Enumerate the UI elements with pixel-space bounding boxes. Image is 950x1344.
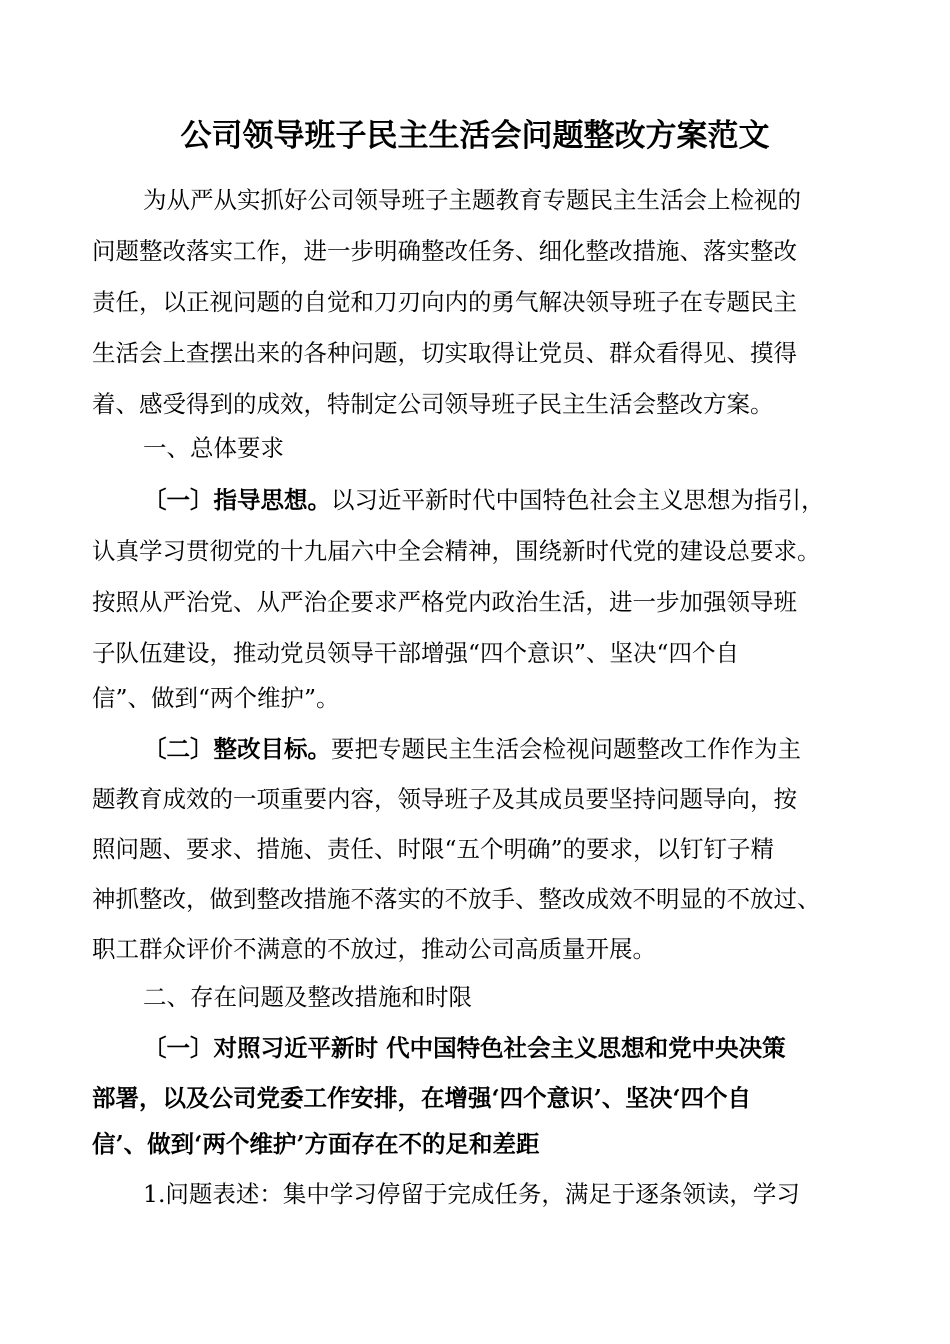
- part1-line-5: 信”、做到“两个维护”。: [92, 684, 340, 712]
- item1-line-1: 1.问题表述：集中学习停留于完成任务，满足于逐条领读，学习: [143, 1180, 800, 1208]
- part2-line-4: 神抓整改，做到整改措施不落实的不放手、整改成效不明显的不放过、: [92, 885, 821, 913]
- intro-line-2: 问题整改落实工作，进一步明确整改任务、细化整改措施、落实整改: [92, 237, 797, 265]
- part1-line-4: 子队伍建设，推动党员领导干部增强“四个意识”、坚决“四个自: [92, 639, 740, 667]
- subsection1-line-2: 部署，以及公司党委工作安排，在增强‘四个意识’、坚决‘四个自: [92, 1084, 752, 1112]
- intro-line-3: 责任，以正视问题的自觉和刀刃向内的勇气解决领导班子在专题民主: [92, 288, 797, 316]
- subsection1-line-3: 信’、做到‘两个维护’方面存在不的足和差距: [92, 1130, 540, 1158]
- part2-line-2: 题教育成效的一项重要内容，领导班子及其成员要坚持问题导向，按: [92, 785, 797, 813]
- document-title: 公司领导班子民主生活会问题整改方案范文: [180, 118, 770, 154]
- part2-label: 〔二〕整改目标。: [143, 735, 331, 763]
- intro-line-4: 生活会上查摆出来的各种问题，切实取得让党员、群众看得见、摸得: [92, 339, 797, 367]
- section-heading-2: 二、存在问题及整改措施和时限: [143, 983, 472, 1011]
- subsection1-line-1: 〔一〕对照习近平新时 代中国特色社会主义思想和党中央决策: [143, 1034, 786, 1062]
- part2-line-5: 职工群众评价不满意的不放过，推动公司高质量开展。: [92, 935, 656, 963]
- intro-line-5: 着、感受得到的成效，特制定公司领导班子民主生活会整改方案。: [92, 390, 774, 418]
- part1-first-line-text: 以习近平新时代中国特色社会主义思想为指引，: [331, 486, 825, 514]
- section-heading-1: 一、总体要求: [143, 434, 284, 462]
- part2-line-3: 照问题、要求、措施、责任、时限“五个明确”的要求，以钉钉子精: [92, 835, 775, 863]
- part1-line-2: 认真学习贯彻党的十九届六中全会精神，围绕新时代党的建设总要求。: [92, 537, 821, 565]
- part2-first-line-text: 要把专题民主生活会检视问题整改工作作为主: [331, 735, 801, 763]
- part1-first-line: [143, 480, 863, 520]
- intro-line-1: 为从严从实抓好公司领导班子主题教育专题民主生活会上检视的: [143, 186, 801, 214]
- part1-line-3: 按照从严治党、从严治企要求严格党内政治生活，进一步加强领导班: [92, 588, 797, 616]
- part2-first-line: [143, 729, 863, 769]
- part1-label: 〔一〕指导思想。: [143, 486, 331, 514]
